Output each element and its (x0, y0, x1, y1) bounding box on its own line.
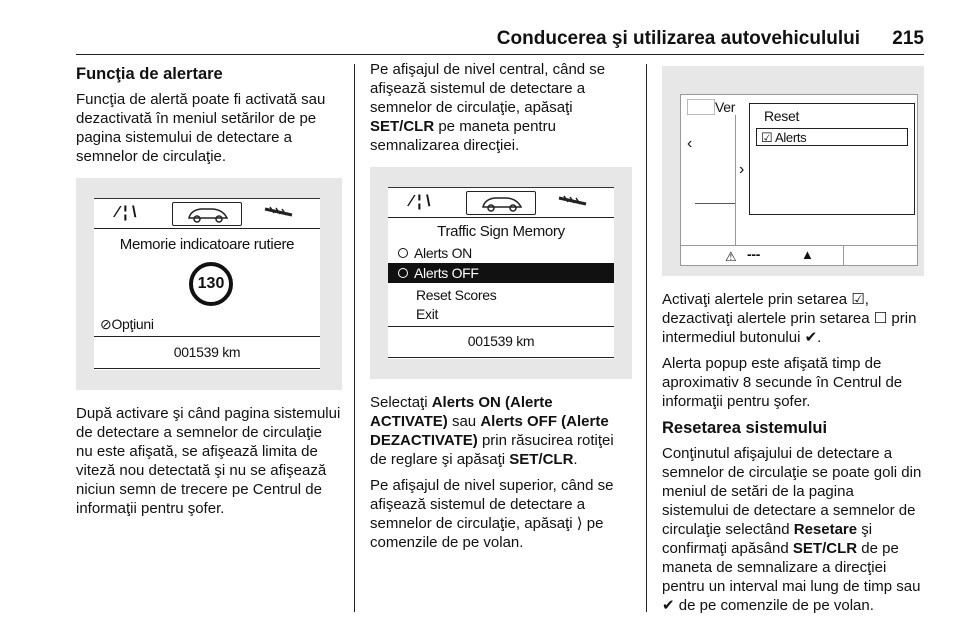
menu-item-alerts-on[interactable]: Alerts ON (398, 245, 472, 261)
odometer: 001539 km (467, 333, 535, 349)
display-screen (680, 94, 918, 266)
page-number: 215 (892, 28, 924, 49)
menu-item-reset[interactable]: Reset (764, 108, 800, 124)
lane-icon: ⁄ ¦ \ (116, 204, 137, 221)
paragraph: Pe afişajul de nivel central, când se afişează sistemul de detectare a semnelor de circulaţie, apăsaţi SET/CLR pe maneta pentru semnalizarea direcţiei. (370, 61, 606, 154)
car-tab (466, 191, 536, 215)
traffic-sign-icon: ⚠ (725, 249, 737, 264)
paragraph: Alerta popup este afişată timp de aproximativ 8 secunde în Centrul de informaţii pentru şofer. (662, 355, 903, 410)
screen-title: Memorie indicatoare rutiere (119, 236, 295, 253)
wiper-icon (262, 203, 296, 226)
wiper-icon (556, 192, 590, 215)
options-item: ⊘Opţiuni (100, 316, 154, 332)
radio-icon (398, 248, 408, 258)
menu-item-alerts[interactable]: ☑ Alerts (756, 128, 908, 146)
figure-traffic-sign-memory-ro (76, 178, 342, 390)
header-rule (76, 54, 924, 55)
speed-limit-sign: 130 (189, 262, 233, 306)
lane-icon: ⁄ ¦ \ (410, 193, 431, 210)
radio-icon (398, 268, 408, 278)
column-2 (370, 60, 632, 559)
tab-ver[interactable]: Ver (715, 99, 736, 115)
gray-tab-icon (687, 99, 715, 115)
display-screen (388, 187, 614, 359)
dashes: --- (747, 246, 761, 262)
paragraph: Funcţia de alertă poate fi activată sau dezactivată în meniul setărilor de pe pagina sistemului de detectare a semnelor de circulaţie. (76, 91, 326, 165)
car-front-icon: ▲ (801, 247, 814, 262)
figure-traffic-sign-memory-en (370, 167, 632, 379)
chevron-left-icon[interactable]: ‹ (687, 135, 693, 152)
paragraph: Selectaţi Alerts ON (Alerte ACTIVATE) sau Alerts OFF (Alerte DEZACTIVATE) prin răsucirea rotiţei de reglare şi apăsaţi SET/CLR. (370, 394, 614, 468)
screen-title: Traffic Sign Memory (437, 223, 565, 240)
figure-upper-level-display (662, 66, 924, 276)
display-screen (94, 198, 320, 370)
menu-item-exit[interactable]: Exit (416, 306, 439, 322)
paragraph: Pe afişajul de nivel superior, când se afişează sistemul de detectare a semnelor de circulaţie, apăsaţi ⟩ pe comenzile de pe volan. (370, 477, 614, 551)
odometer: 001539 km (173, 344, 241, 360)
page-header (76, 28, 924, 54)
chevron-right-icon[interactable]: › (739, 161, 745, 178)
paragraph: Activaţi alertele prin setarea ☑, dezactivaţi alertele prin setarea ☐ prin intermediul butonului ✔. (662, 291, 917, 346)
menu-item-alerts-off[interactable]: Alerts OFF (388, 263, 614, 283)
section-heading-reset: Resetarea sistemului (662, 419, 828, 437)
car-icon (173, 203, 241, 225)
paragraph: Conţinutul afişajului de detectare a semnelor de circulaţie se poate goli din meniul de setări de la pagina sistemului de detectare a semnelor de circulaţie selectând Resetare şi confirmaţi apăsând SET/CLR de pe maneta de semnalizare a direcţiei pentru un interval mai lung de timp sau ✔ de pe comenzile de pe volan. (662, 445, 922, 614)
column-divider-2 (646, 64, 647, 612)
check-circle-icon: ⊘ (100, 316, 112, 332)
car-icon (467, 192, 535, 214)
section-heading-alert: Funcţia de alertare (76, 65, 223, 83)
settings-popup (749, 103, 915, 215)
car-tab (172, 202, 242, 226)
page-title: Conducerea şi utilizarea autovehiculului (496, 28, 860, 49)
column-3 (662, 60, 924, 622)
column-1 (76, 60, 342, 525)
column-divider-1 (354, 64, 355, 612)
paragraph: După activare şi când pagina sistemului de detectare a semnelor de circulaţie nu este afişată, se afişează limita de viteză nou detectată şi nu se afişează niciun semn de trecere pe Centrul de informaţii pentru şofer. (76, 405, 341, 517)
menu-item-reset-scores[interactable]: Reset Scores (416, 287, 497, 303)
